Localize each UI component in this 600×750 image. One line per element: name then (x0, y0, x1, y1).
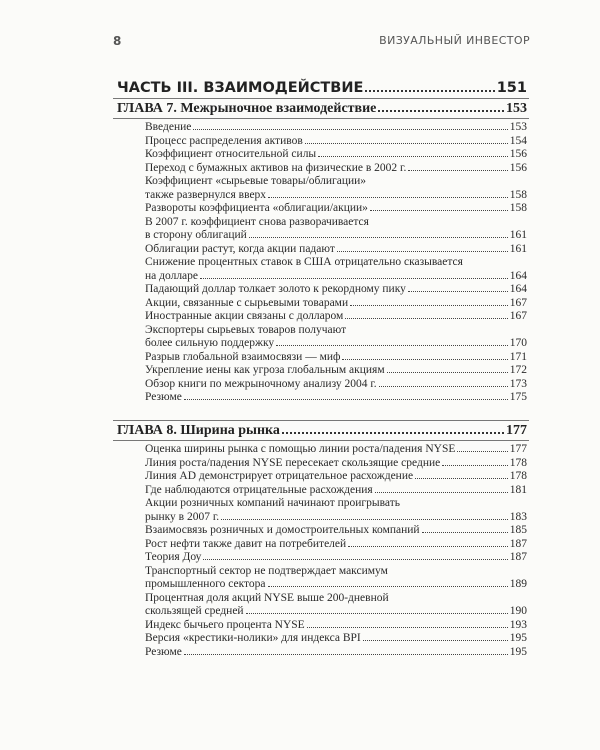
toc-entry (145, 243, 527, 257)
toc-entry-row (145, 243, 527, 257)
toc-entry-row (145, 632, 527, 646)
toc-entry-row (145, 351, 527, 365)
toc-entry-page: 171 (509, 350, 527, 363)
running-title: ВИЗУАЛЬНЫЙ ИНВЕСТОР (379, 34, 530, 47)
divider (113, 98, 529, 99)
toc-entry-text: Где наблюдаются отрицательные расхождения (145, 483, 373, 496)
toc-entry (145, 391, 527, 405)
toc-entry (145, 135, 527, 149)
toc-entry-line: Коэффициент «сырьевые товары/облигации» (145, 175, 367, 187)
toc-entry-text: Рост нефти также давит на потребителей (145, 537, 347, 550)
toc-entry (145, 551, 527, 565)
toc-entry (145, 364, 527, 378)
dot-leader (348, 546, 508, 547)
toc-entry-row (145, 484, 527, 498)
toc-entry (145, 565, 527, 592)
part-title: ЧАСТЬ III. ВЗАИМОДЕЙСТВИЕ (117, 80, 364, 96)
divider (113, 118, 529, 119)
toc-entry-page: 156 (509, 148, 527, 160)
toc-entry (145, 351, 527, 365)
toc-entry-page: 193 (509, 618, 527, 631)
toc-entry-line: Снижение процентных ставок в США отрицательно сказывается (145, 256, 463, 268)
toc-entry-row (145, 189, 527, 203)
toc-entry-page: 170 (509, 337, 527, 349)
toc-entry-row (145, 391, 527, 405)
toc-entry-text: Развороты коэффициента «облигации/акции» (145, 202, 368, 214)
toc-entry-page: 164 (509, 283, 527, 295)
toc-entry-row (145, 270, 527, 284)
toc-entry-page: 183 (509, 510, 527, 523)
toc-entry-text: Процесс распределения активов (145, 134, 303, 147)
dot-leader (249, 237, 508, 238)
toc-entry-page: 195 (509, 632, 527, 644)
toc-entry (145, 175, 527, 202)
toc-entry-text: также развернулся вверх (145, 188, 267, 201)
toc-entry-row (145, 443, 527, 457)
toc-entry-row (145, 283, 527, 297)
toc-entry (145, 310, 527, 324)
toc-entry-row (145, 364, 527, 378)
dot-leader (276, 345, 508, 346)
dot-leader (305, 143, 508, 144)
dot-leader (370, 210, 508, 211)
toc-entry-row (145, 337, 527, 351)
toc-entry-page: 173 (509, 377, 527, 390)
toc-entry-row (145, 457, 527, 471)
toc-entry (145, 524, 527, 538)
dot-leader (200, 278, 508, 279)
toc-entry-text: Облигации растут, когда акции падают (145, 242, 335, 255)
toc-entry-line: Акции розничных компаний начинают проигрывать (145, 497, 400, 509)
chapter-page: 177 (506, 423, 527, 438)
toc-entry-row (145, 578, 527, 592)
toc-entry-text: скользящей средней (145, 605, 244, 617)
toc-entry-page: 172 (509, 364, 527, 376)
toc-entry-page: 178 (509, 456, 527, 469)
chapter-heading (117, 423, 527, 439)
toc-entry-text: Взаимосвязь розничных и домостроительных компаний (145, 524, 420, 536)
toc-entry-line: Транспортный сектор не подтверждает максимум (145, 564, 388, 577)
toc-entry (145, 297, 527, 311)
dot-leader (345, 318, 507, 319)
toc-entry (145, 121, 527, 135)
toc-entry-row (145, 202, 527, 216)
toc-entry (145, 443, 527, 457)
toc-entry-text: Обзор книги по межрыночному анализу 2004 г. (145, 377, 377, 390)
toc-entry-row (145, 135, 527, 149)
toc-entry-text: на долларе (145, 269, 199, 282)
toc-entry-page: 156 (509, 161, 527, 174)
dot-leader (408, 170, 507, 171)
chapter-title: ГЛАВА 8. Ширина рынка (117, 423, 280, 438)
toc-entry-row (145, 605, 527, 619)
toc-entry-row (145, 538, 527, 552)
toc-entry (145, 632, 527, 646)
dot-leader (337, 251, 508, 252)
toc-entry-page: 158 (509, 188, 527, 201)
toc-entry (145, 592, 527, 619)
toc-entry-row (145, 524, 527, 538)
dot-leader (442, 465, 508, 466)
toc-entry-page: 154 (509, 134, 527, 147)
toc-entry-text: в сторону облигаций (145, 229, 247, 241)
toc-entry-line: В 2007 г. коэффициент снова разворачивается (145, 215, 369, 228)
toc-entry (145, 470, 527, 484)
chapter-title: ГЛАВА 7. Межрыночное взаимодействие (117, 101, 377, 116)
dot-leader (457, 451, 507, 452)
dot-leader (415, 478, 508, 479)
toc-entry-row (145, 378, 527, 392)
toc-entry (145, 324, 527, 351)
toc-entry-row (145, 470, 527, 484)
toc-entry-text: Разрыв глобальной взаимосвязи — миф (145, 350, 341, 363)
dot-leader (365, 90, 494, 92)
chapter-heading (117, 101, 527, 117)
toc-entry-page: 161 (509, 229, 527, 241)
toc-entry-text: Переход с бумажных активов на физические в 2002 г. (145, 161, 407, 174)
toc-entry-text: Линия AD демонстрирует отрицательное расхождение (145, 470, 414, 482)
toc-entry-page: 189 (509, 578, 527, 590)
toc-entry-page: 167 (509, 296, 527, 309)
dot-leader (342, 359, 507, 360)
dot-leader (350, 305, 508, 306)
toc-entry-text: промышленного сектора (145, 578, 266, 590)
toc-entry (145, 646, 527, 660)
dot-leader (282, 432, 504, 434)
toc-entry-text: Резюме (145, 645, 182, 658)
toc-entry (145, 619, 527, 633)
toc-entry-page: 181 (509, 483, 527, 496)
toc-entry-row (145, 551, 527, 565)
dot-leader (422, 532, 508, 533)
dot-leader (408, 291, 508, 292)
toc-entry (145, 538, 527, 552)
toc-entry-text: Укрепление иены как угроза глобальным акциям (145, 364, 385, 376)
toc-entry-row (145, 511, 527, 525)
toc-entry-page: 187 (509, 551, 527, 563)
divider (113, 440, 529, 441)
toc-entry-text: Падающий доллар толкает золото к рекордному пику (145, 283, 406, 295)
toc-entry (145, 484, 527, 498)
toc-entry-text: Теория Доу (145, 551, 202, 563)
toc-entry-row (145, 310, 527, 324)
toc-entry-text: Индекс бычьего процента NYSE (145, 618, 305, 631)
toc-entry-text: Коэффициент относительной силы (145, 148, 317, 160)
toc-entry-text: рынку в 2007 г. (145, 510, 220, 523)
toc-entry (145, 202, 527, 216)
toc-entry-row (145, 162, 527, 176)
toc-entry-row (145, 229, 527, 243)
toc-entry (145, 497, 527, 524)
toc-entry-text: Введение (145, 121, 192, 133)
toc-entry (145, 256, 527, 283)
part-page: 151 (496, 80, 527, 96)
toc-entry-text: Акции, связанные с сырьевыми товарами (145, 296, 349, 309)
dot-leader (193, 129, 507, 130)
toc-entry-page: 185 (509, 524, 527, 536)
toc-entry (145, 457, 527, 471)
toc-entry-row (145, 646, 527, 660)
toc-entry-row (145, 297, 527, 311)
dot-leader (184, 654, 508, 655)
part-heading (117, 80, 527, 96)
dot-leader (268, 197, 508, 198)
toc-entry-text: Версия «крестики-нолики» для индекса BPI (145, 632, 361, 644)
dot-leader (375, 492, 508, 493)
toc-entry (145, 162, 527, 176)
dot-leader (268, 586, 508, 587)
divider (113, 420, 529, 421)
dot-leader (379, 386, 508, 387)
chapter-page: 153 (506, 101, 527, 116)
toc-entry-text: Линия роста/падения NYSE пересекает скользящие средние (145, 456, 441, 469)
dot-leader (221, 519, 508, 520)
dot-leader (203, 559, 507, 560)
toc-entry-page: 178 (509, 470, 527, 482)
chapter-8-entries (145, 443, 527, 659)
page-number: 8 (113, 34, 122, 48)
toc-entry-page: 190 (509, 605, 527, 617)
toc-entry-text: Оценка ширины рынка с помощью линии роста/падения NYSE (145, 443, 456, 455)
toc-entry-line: Процентная доля акций NYSE выше 200-дневной (145, 591, 389, 604)
toc-entry-page: 175 (509, 391, 527, 403)
dot-leader (378, 110, 504, 112)
toc-entry (145, 283, 527, 297)
toc-entry-page: 153 (509, 121, 527, 133)
dot-leader (307, 627, 508, 628)
toc-entry-text: Резюме (145, 391, 182, 403)
toc-entry-line: Экспортеры сырьевых товаров получают (145, 323, 347, 336)
dot-leader (246, 613, 508, 614)
toc-entry-row (145, 619, 527, 633)
toc-entry-page: 161 (509, 242, 527, 255)
toc-entry-text: Иностранные акции связаны с долларом (145, 310, 344, 322)
toc-entry-text: более сильную поддержку (145, 337, 275, 349)
chapter-7-entries (145, 121, 527, 405)
toc-entry-page: 158 (509, 202, 527, 214)
toc-entry (145, 216, 527, 243)
toc-entry (145, 378, 527, 392)
toc-entry-page: 177 (509, 443, 527, 455)
dot-leader (363, 640, 508, 641)
dot-leader (318, 156, 508, 157)
toc-entry-row (145, 121, 527, 135)
toc-entry (145, 148, 527, 162)
page-header (113, 34, 530, 50)
toc-entry-page: 187 (509, 537, 527, 550)
toc-entry-page: 195 (509, 645, 527, 658)
toc-entry-page: 164 (509, 269, 527, 282)
toc-entry-page: 167 (509, 310, 527, 322)
toc-entry-row (145, 148, 527, 162)
dot-leader (184, 399, 508, 400)
dot-leader (387, 372, 508, 373)
